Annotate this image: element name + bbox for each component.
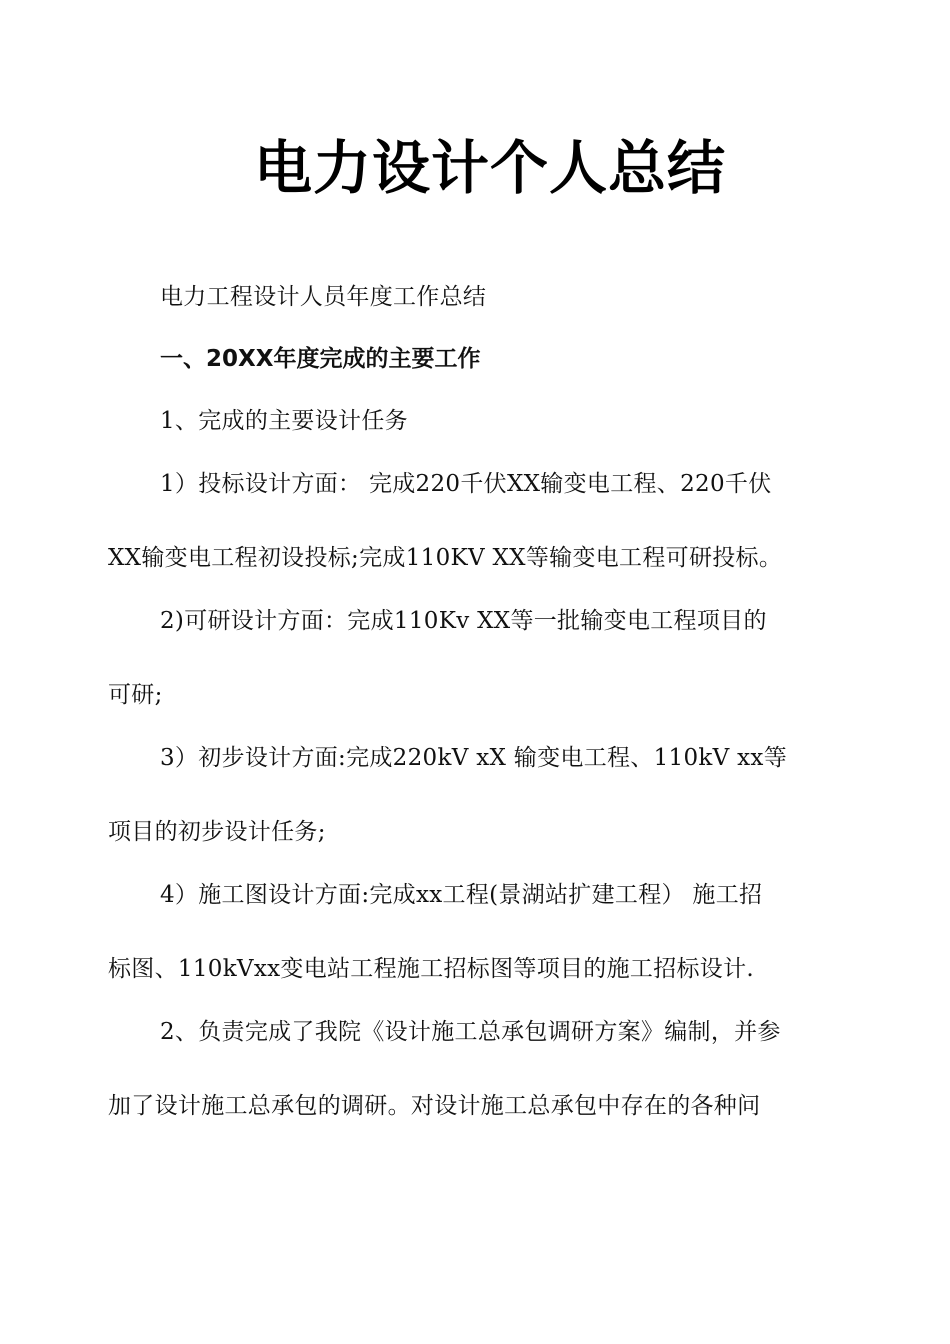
paragraph-line: 1）投标设计方面： 完成220千伏XX输变电工程、220千伏 [160,471,772,497]
paragraph-line: XX输变电工程初设投标;完成110KV XX等输变电工程可研投标。 [108,545,783,571]
subsection-heading: 1、完成的主要设计任务 [160,408,408,434]
paragraph-line: 2、负责完成了我院《设计施工总承包调研方案》编制，并参 [160,1019,781,1045]
page-title: 电力设计个人总结 [253,134,726,202]
paragraph-line: 标图、110kVxx变电站工程施工招标图等项目的施工招标设计. [108,956,754,982]
paragraph-line: 加了设计施工总承包的调研。对设计施工总承包中存在的各种问 [108,1093,761,1119]
paragraph-line: 可研; [108,682,163,708]
section-heading: 一、20XX年度完成的主要工作 [160,346,481,372]
paragraph-line: 4）施工图设计方面:完成xx工程(景湖站扩建工程） 施工招 [160,882,763,908]
subtitle-line: 电力工程设计人员年度工作总结 [160,284,487,310]
paragraph-line: 3）初步设计方面:完成220kV xX 输变电工程、110kV xx等 [160,745,787,771]
paragraph-line: 2)可研设计方面：完成110Kv XX等一批输变电工程项目的 [160,608,767,634]
paragraph-line: 项目的初步设计任务; [108,819,326,845]
